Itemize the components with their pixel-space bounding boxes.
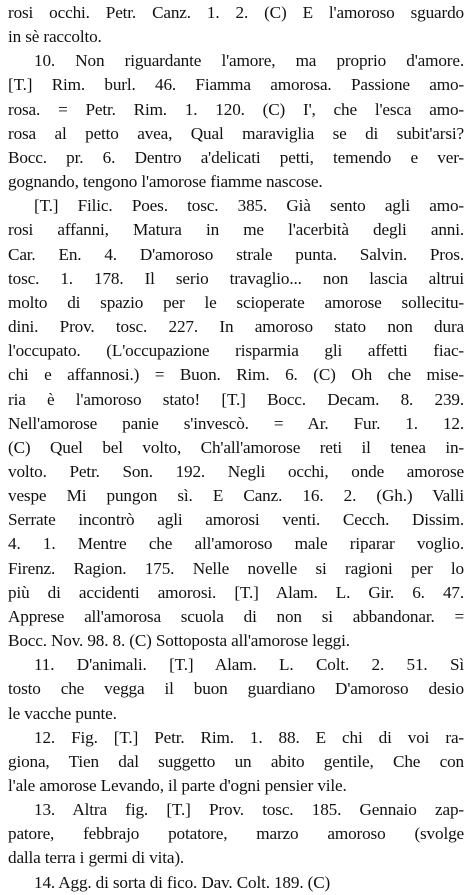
text-line: tosc. 1. 178. Il serio travaglio... non lascia altrui [8,268,464,288]
text-line: Nell'amorose panie s'invescò. = Ar. Fur. 1. 12. [8,413,464,433]
text-line: molto di spazio per le scioperate amorose sollecitu- [8,292,464,312]
text-line: 13. Altra fig. [T.] Prov. tosc. 185. Gennaio zap- [34,800,464,820]
text-line: vespe Mi pungon sì. E Canz. 16. 2. (Gh.) Valli [8,486,464,506]
text-line: rosa al petto avea, Qual maraviglia se di subit'arsi? [8,123,464,143]
text-line: (C) Quel bel volto, Ch'all'amorose reti il tenea in- [8,437,464,457]
text-line: Apprese all'amorosa scuola di non si abbandonar. = [8,606,464,626]
text-line: Bocc. pr. 6. Dentro a'delicati petti, temendo e ver- [8,147,464,167]
text-line: patore, febbrajo potatore, marzo amoroso (svolge [8,824,464,844]
text-line: le vacche punte. [8,703,117,723]
text-line: [T.] Filic. Poes. tosc. 385. Già sento agli amo- [34,196,464,216]
text-line: l'ale amorose Levando, il parte d'ogni pensier vile. [8,776,347,795]
text-line: gognando, tengono l'amorose fiamme nascose. [8,172,323,192]
text-line: 4. 1. Mentre che all'amoroso male riparar voglio. [8,534,464,554]
text-line: Car. En. 4. D'amoroso strale punta. Salvin. Pros. [8,244,464,264]
text-line: 11. D'animali. [T.] Alam. L. Colt. 2. 51. Sì [34,655,464,675]
text-line: Firenz. Ragion. 175. Nelle novelle si ragioni per lo [8,558,464,578]
text-line: volto. Petr. Son. 192. Negli occhi, onde amorose [8,461,464,481]
text-line: ria è l'amoroso stato! [T.] Bocc. Decam. 8. 239. [8,389,464,409]
text-line: 12. Fig. [T.] Petr. Rim. 1. 88. E chi di voi ra- [34,727,464,747]
entry-text-column [8,1,464,895]
text-line: 10. Non riguardante l'amore, ma proprio d'amore. [34,51,464,71]
text-line: Bocc. Nov. 98. 8. (C) Sottoposta all'amorose leggi. [8,631,350,651]
text-line: rosa. = Petr. Rim. 1. 120. (C) I', che l'esca amo- [8,99,464,119]
text-line: tosto che vegga il buon guardiano D'amoroso desio [8,679,464,699]
text-line: 14. Agg. di sorta di fico. Dav. Colt. 189. (C) [34,872,331,892]
text-line: in sè raccolto. [8,27,102,47]
text-line: dalla terra i germi di vita). [8,848,185,868]
text-line: l'occupato. (L'occupazione risparmia gli affetti fiac- [8,341,464,361]
text-line: rosi affanni, Matura in me l'acerbità degli anni. [8,220,464,240]
text-line: dini. Prov. tosc. 227. In amoroso stato non dura [8,317,464,337]
text-line: chi e affannosi.) = Buon. Rim. 6. (C) Oh che mise- [8,365,464,385]
text-line: [T.] Rim. burl. 46. Fiamma amorosa. Passione amo- [8,75,464,95]
text-line: giona, Tien dal suggetto un abito gentile, Che con [8,751,464,771]
text-line: rosi occhi. Petr. Canz. 1. 2. (C) E l'amoroso sguardo [8,3,464,22]
text-line: Serrate incontrò agli amorosi venti. Cecch. Dissim. [8,510,464,530]
text-line: più di accidenti amorosi. [T.] Alam. L. Gir. 6. 47. [8,582,464,602]
